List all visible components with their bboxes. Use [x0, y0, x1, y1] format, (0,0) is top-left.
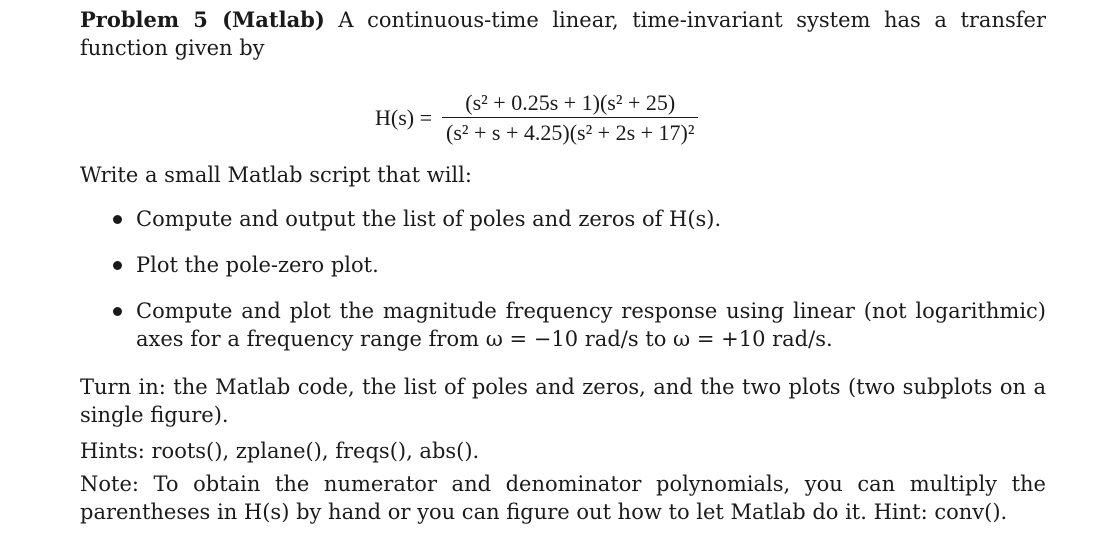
problem-intro: A continuous-time linear, time-invariant system has a transfer function given by — [80, 8, 1046, 60]
transfer-function-equation — [375, 90, 698, 146]
bullet-text: Compute and output the list of poles and zeros of H(s). — [136, 207, 722, 231]
list-item — [80, 297, 1046, 353]
bullet-icon — [113, 215, 122, 224]
bullet-text: Compute and plot the magnitude frequency response using linear (not logarithmic) axes for a frequency range from ω = −10 rad/s to ω = +10 rad/s. — [136, 299, 1046, 351]
list-item — [80, 205, 1046, 233]
equation-numerator: (s² + 0.25s + 1)(s² + 25) — [465, 90, 676, 115]
instructions-list — [80, 205, 1046, 353]
equation-denominator: (s² + s + 4.25)(s² + 2s + 17)² — [442, 117, 698, 146]
problem-label: Problem 5 (Matlab) — [80, 7, 325, 32]
equation-lhs: H(s) = — [375, 105, 433, 130]
equation-fraction — [442, 90, 698, 146]
bullet-icon — [113, 307, 122, 316]
hints-paragraph: Hints: roots(), zplane(), freqs(), abs(). — [80, 439, 480, 463]
instructions-lead: Write a small Matlab script that will: — [80, 163, 472, 187]
problem-heading — [80, 6, 1046, 62]
problem-document — [80, 6, 1046, 524]
list-item — [80, 251, 1046, 279]
bullet-icon — [113, 261, 122, 270]
bullet-text: Plot the pole-zero plot. — [136, 253, 379, 277]
turn-in-paragraph: Turn in: the Matlab code, the list of poles and zeros, and the two plots (two subplots on a single figure). — [80, 375, 1046, 427]
note-paragraph: Note: To obtain the numerator and denominator polynomials, you can multiply the parentheses in H(s) by hand or you can figure out how to let Matlab do it. Hint: conv(). — [80, 472, 1046, 524]
